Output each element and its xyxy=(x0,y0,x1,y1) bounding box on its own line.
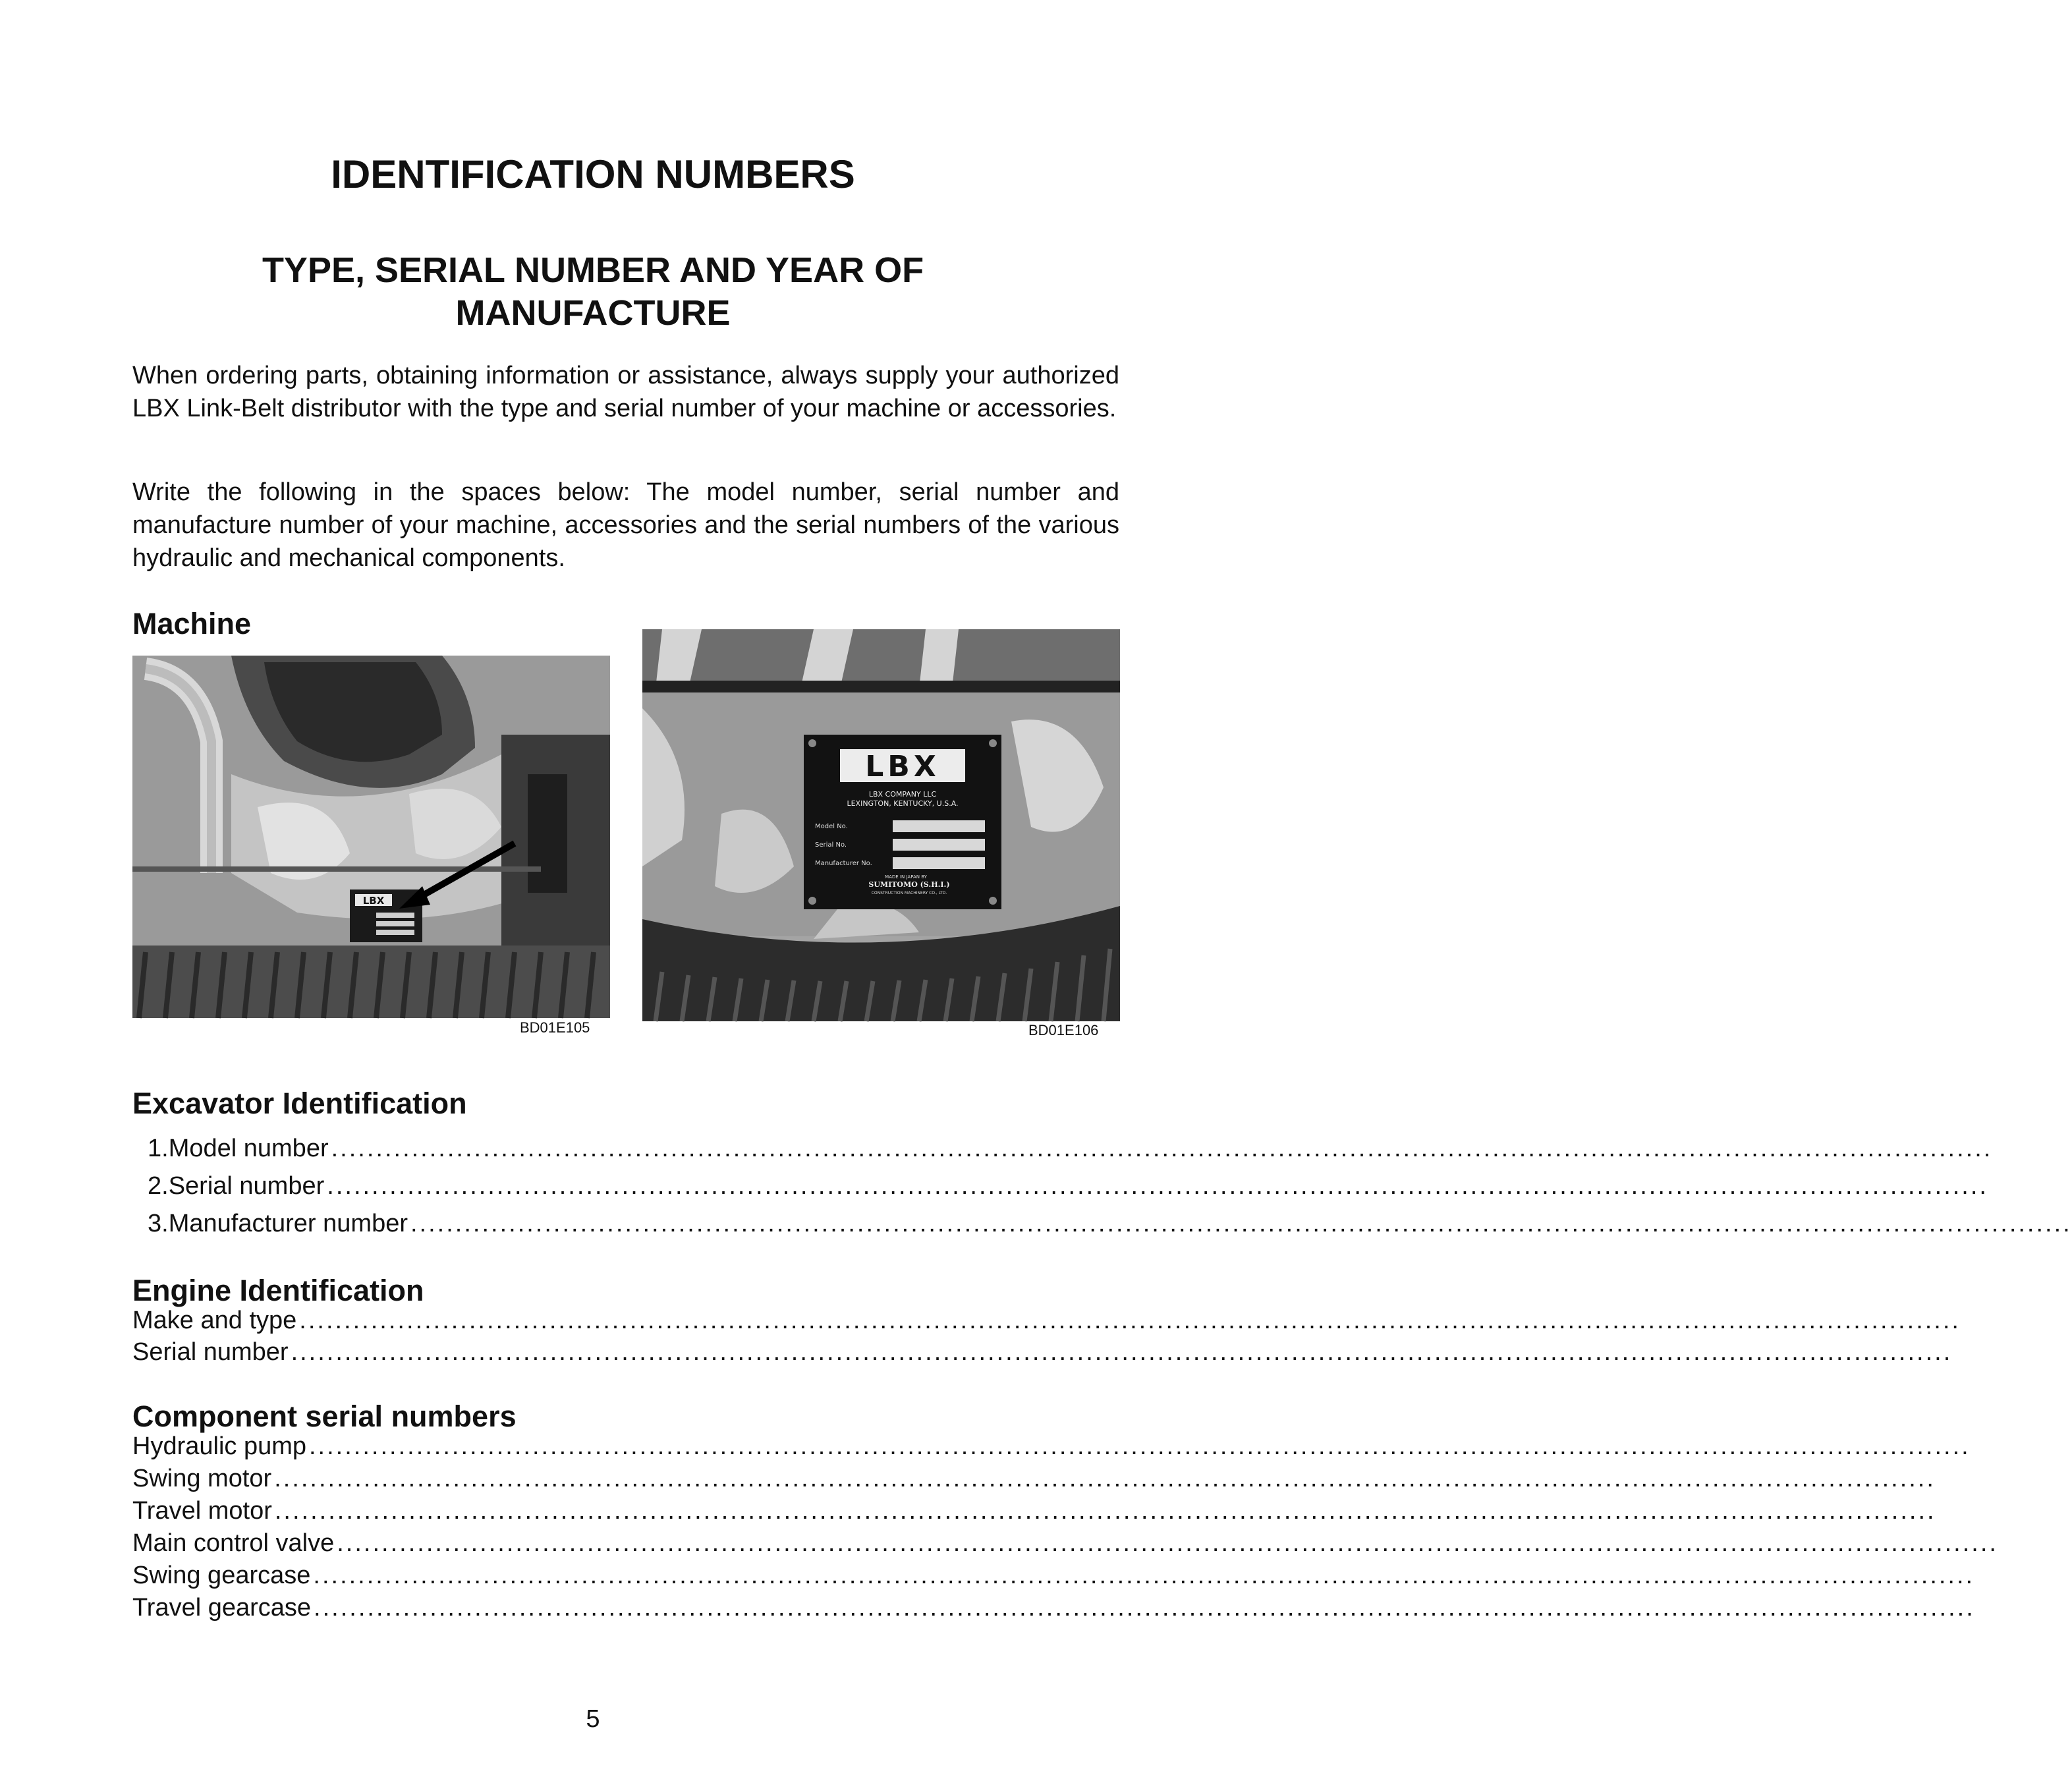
plate-location: LEXINGTON, KENTUCKY, U.S.A. xyxy=(847,799,959,808)
item-label: Model number xyxy=(168,1135,329,1162)
fill-in-line: .......................................................................................................................................................................................... xyxy=(291,1338,1953,1366)
machine-heading: Machine xyxy=(132,607,252,640)
item-label: Make and type xyxy=(132,1307,297,1334)
components-heading: Component serial numbers xyxy=(132,1399,517,1433)
machine-photo-image xyxy=(132,656,610,1018)
list-item xyxy=(132,1591,1975,1624)
list-item xyxy=(148,1132,1993,1165)
intro-paragraph: When ordering parts, obtaining information or assistance, always supply your authorized LBX Link-Belt distributor with the type and serial number of your machine or accessories. xyxy=(132,362,1119,422)
plate-photo xyxy=(642,629,1120,1021)
item-number: 1. xyxy=(148,1135,169,1162)
item-number: 2. xyxy=(148,1172,169,1200)
list-item xyxy=(132,1494,1936,1527)
item-label: Hydraulic pump xyxy=(132,1432,306,1460)
fill-in-line: .......................................................................................................................................................................................... xyxy=(299,1307,1961,1334)
page-title: IDENTIFICATION NUMBERS xyxy=(331,152,855,196)
figure-caption: BD01E105 xyxy=(520,1019,590,1036)
fill-in-line: .......................................................................................................................................................................................... xyxy=(309,1432,1971,1460)
plate-company: LBX COMPANY LLC xyxy=(868,790,937,799)
plate-maker: SUMITOMO (S.H.I.) xyxy=(868,880,950,889)
engine-heading: Engine Identification xyxy=(132,1274,424,1307)
fill-in-line: .......................................................................................................................................................................................... xyxy=(331,1135,1993,1162)
fill-in-line: .......................................................................................................................................................................................... xyxy=(327,1172,1988,1200)
small-plate-logo: LBX xyxy=(362,895,385,907)
fill-in-line: .......................................................................................................................................................................................... xyxy=(313,1562,1975,1589)
plate-field-model: Model No. xyxy=(815,823,848,830)
list-item xyxy=(132,1430,1971,1463)
fill-in-line: .......................................................................................................................................................................................... xyxy=(314,1594,1975,1622)
item-label: Swing gearcase xyxy=(132,1562,311,1589)
list-item xyxy=(132,1336,1953,1369)
fill-in-line: .......................................................................................................................................................................................... xyxy=(274,1465,1936,1492)
fill-in-line: .......................................................................................................................................................................................... xyxy=(410,1210,2072,1237)
excavator-heading: Excavator Identification xyxy=(132,1087,467,1120)
item-label: Travel motor xyxy=(132,1497,272,1525)
plate-logo: LBX xyxy=(865,750,940,783)
figure-caption: BD01E106 xyxy=(1028,1022,1099,1038)
item-label: Serial number xyxy=(132,1338,289,1366)
item-label: Main control valve xyxy=(132,1529,335,1557)
list-item xyxy=(132,1304,1961,1337)
item-label: Swing motor xyxy=(132,1465,272,1492)
list-item xyxy=(132,1559,1975,1592)
list-item xyxy=(148,1207,2072,1240)
item-label: Serial number xyxy=(168,1172,325,1200)
plate-field-manufacturer: Manufacturer No. xyxy=(815,860,872,867)
plate-maker-sub: CONSTRUCTION MACHINERY CO., LTD. xyxy=(871,891,947,895)
section-title: TYPE, SERIAL NUMBER AND YEAR OF MANUFACTURE xyxy=(262,250,924,333)
plate-made-in: MADE IN JAPAN BY xyxy=(885,874,927,880)
machine-photo xyxy=(132,656,610,1018)
instructions-paragraph: Write the following in the spaces below: The model number, serial number and manufacture number of your machine, accessories and the serial numbers of the various hydraulic and mechanical components. xyxy=(132,478,1119,572)
plate-field-serial: Serial No. xyxy=(815,841,847,849)
fill-in-line: .......................................................................................................................................................................................... xyxy=(274,1497,1936,1525)
item-label: Manufacturer number xyxy=(168,1210,408,1237)
item-label: Travel gearcase xyxy=(132,1594,312,1622)
list-item xyxy=(132,1527,1998,1560)
list-item xyxy=(132,1462,1936,1495)
list-item xyxy=(148,1170,1988,1202)
page-number: 5 xyxy=(586,1705,600,1733)
fill-in-line: .......................................................................................................................................................................................... xyxy=(337,1529,1998,1557)
plate-photo-image xyxy=(642,629,1120,1021)
item-number: 3. xyxy=(148,1210,169,1237)
